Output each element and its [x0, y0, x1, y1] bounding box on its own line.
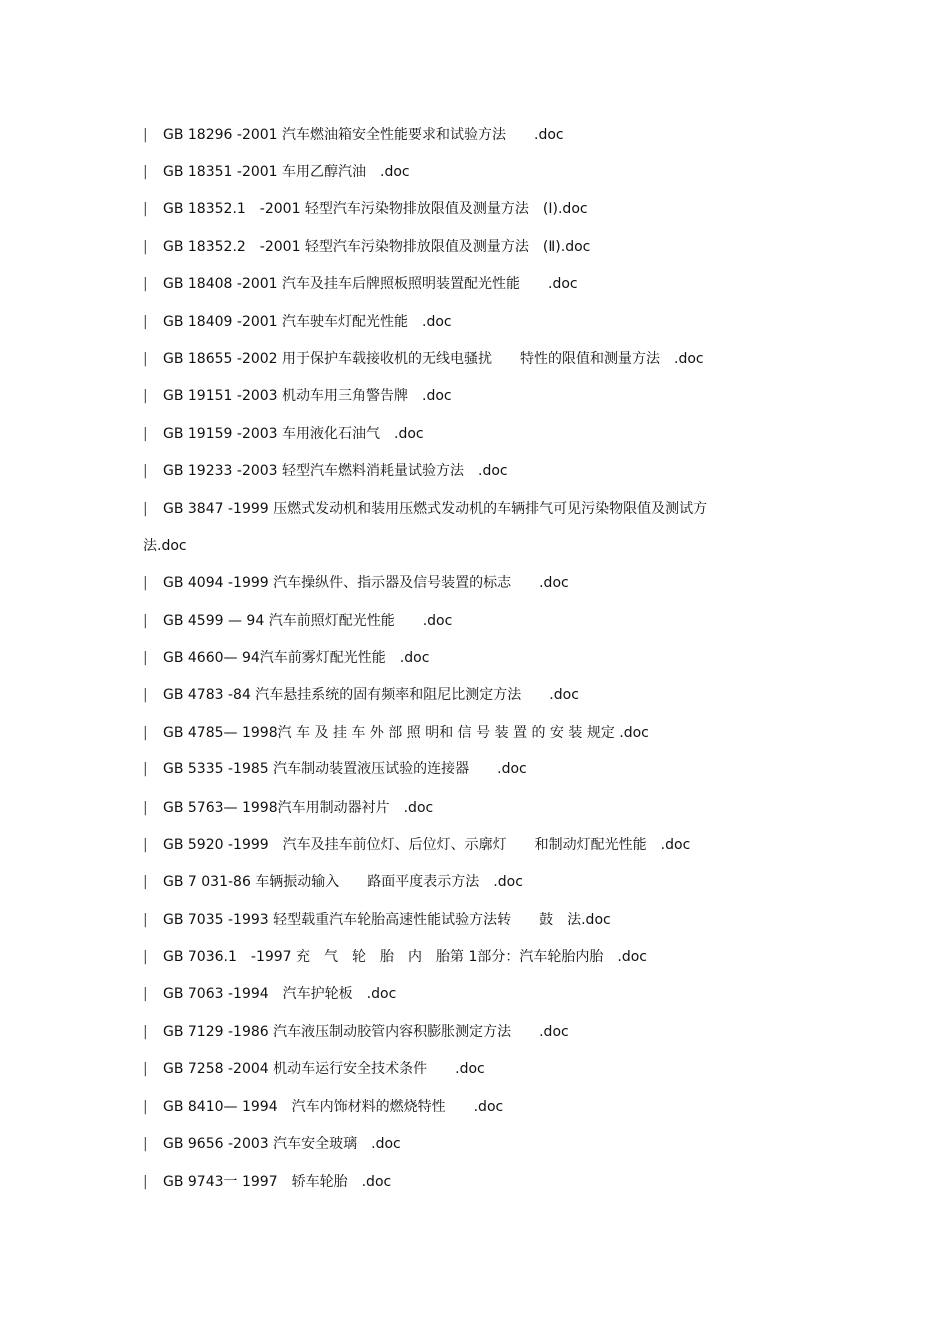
file-name: GB 19233 -2003 轻型汽车燃料消耗量试验方法 .doc [163, 463, 508, 479]
file-name: GB 3847 -1999 压燃式发动机和装用压燃式发动机的车辆排气可见污染物限值及测试方 [163, 501, 708, 517]
file-list-item [143, 647, 429, 669]
file-list-item [143, 1133, 401, 1155]
file-list-item [143, 311, 452, 333]
tree-branch-marker: | [143, 127, 148, 143]
tree-branch-marker: | [143, 351, 148, 367]
file-name: GB 18352.1 -2001 轻型汽车污染物排放限值及测量方法 (Ⅰ).doc [163, 201, 588, 217]
file-list-item [143, 535, 187, 557]
file-name: GB 4783 -84 汽车悬挂系统的固有频率和阻尼比测定方法 .doc [163, 687, 579, 703]
file-list-item [143, 348, 704, 370]
file-list-item [143, 797, 433, 819]
file-name: GB 9743一 1997 轿车轮胎 .doc [163, 1174, 392, 1190]
tree-branch-marker: | [143, 1099, 148, 1115]
tree-branch-marker: | [143, 949, 148, 965]
file-name: GB 5335 -1985 汽车制动装置液压试验的连接器 .doc [163, 761, 527, 777]
file-list-item [143, 273, 578, 295]
file-list-item [143, 871, 523, 893]
tree-branch-marker: | [143, 276, 148, 292]
file-list-item [143, 1021, 569, 1043]
tree-branch-marker: | [143, 761, 148, 777]
file-list-item [143, 124, 564, 146]
file-name: GB 4785— 1998汽 车 及 挂 车 外 部 照 明和 信 号 装 置 的 安 装 规定 .doc [163, 725, 649, 741]
file-list-item [143, 161, 410, 183]
file-name: GB 7036.1 -1997 充 气 轮 胎 内 胎第 1部分：汽车轮胎内胎 .doc [163, 949, 647, 965]
file-list-item [143, 460, 508, 482]
file-list-item [143, 722, 649, 744]
tree-branch-marker: | [143, 501, 148, 517]
file-name: GB 7129 -1986 汽车液压制动胶管内容积膨胀测定方法 .doc [163, 1024, 569, 1040]
tree-branch-marker: | [143, 874, 148, 890]
file-list-item [143, 1058, 485, 1080]
file-name: GB 19151 -2003 机动车用三角警告牌 .doc [163, 388, 452, 404]
tree-branch-marker: | [143, 912, 148, 928]
file-list-item [143, 572, 569, 594]
file-list-item [143, 610, 452, 632]
file-list-item [143, 684, 579, 706]
file-name: GB 18296 -2001 汽车燃油箱安全性能要求和试验方法 .doc [163, 127, 564, 143]
tree-branch-marker: | [143, 650, 148, 666]
file-name: GB 4599 — 94 汽车前照灯配光性能 .doc [163, 613, 453, 629]
tree-branch-marker: | [143, 1174, 148, 1190]
file-name: GB 18409 -2001 汽车驶车灯配光性能 .doc [163, 314, 452, 330]
file-name: 法.doc [143, 538, 187, 554]
tree-branch-marker: | [143, 388, 148, 404]
file-name: GB 18352.2 -2001 轻型汽车污染物排放限值及测量方法 (Ⅱ).doc [163, 239, 591, 255]
tree-branch-marker: | [143, 725, 148, 741]
file-list-item [143, 1096, 503, 1118]
file-name: GB 18351 -2001 车用乙醇汽油 .doc [163, 164, 410, 180]
tree-branch-marker: | [143, 1061, 148, 1077]
tree-branch-marker: | [143, 837, 148, 853]
file-list-item [143, 909, 611, 931]
tree-branch-marker: | [143, 239, 148, 255]
file-list-item [143, 946, 647, 968]
tree-branch-marker: | [143, 613, 148, 629]
file-list-item [143, 1171, 391, 1193]
tree-branch-marker: | [143, 575, 148, 591]
file-name: GB 18655 -2002 用于保护车载接收机的无线电骚扰 特性的限值和测量方法 .doc [163, 351, 704, 367]
file-name: GB 9656 -2003 汽车安全玻璃 .doc [163, 1136, 401, 1152]
file-name: GB 5763— 1998汽车用制动器衬片 .doc [163, 800, 434, 816]
tree-branch-marker: | [143, 1024, 148, 1040]
file-list-item [143, 834, 690, 856]
tree-branch-marker: | [143, 164, 148, 180]
file-list-item [143, 423, 424, 445]
file-list-item [143, 198, 588, 220]
file-name: GB 7258 -2004 机动车运行安全技术条件 .doc [163, 1061, 485, 1077]
tree-branch-marker: | [143, 687, 148, 703]
tree-branch-marker: | [143, 201, 148, 217]
tree-branch-marker: | [143, 426, 148, 442]
file-name: GB 7 031-86 车辆振动输入 路面平度表示方法 .doc [163, 874, 523, 890]
file-name: GB 18408 -2001 汽车及挂车后牌照板照明装置配光性能 .doc [163, 276, 578, 292]
file-name: GB 19159 -2003 车用液化石油气 .doc [163, 426, 424, 442]
file-name: GB 5920 -1999 汽车及挂车前位灯、后位灯、示廓灯 和制动灯配光性能 .doc [163, 837, 691, 853]
file-list-item [143, 385, 452, 407]
file-list-item [143, 758, 527, 780]
tree-branch-marker: | [143, 463, 148, 479]
file-list-item [143, 236, 590, 258]
tree-branch-marker: | [143, 800, 148, 816]
file-name: GB 7035 -1993 轻型载重汽车轮胎高速性能试验方法转 鼓 法.doc [163, 912, 611, 928]
file-list-item [143, 498, 707, 520]
tree-branch-marker: | [143, 1136, 148, 1152]
file-name: GB 7063 -1994 汽车护轮板 .doc [163, 986, 397, 1002]
file-list-item [143, 983, 396, 1005]
file-name: GB 8410— 1994 汽车内饰材料的燃烧特性 .doc [163, 1099, 504, 1115]
tree-branch-marker: | [143, 314, 148, 330]
file-name: GB 4094 -1999 汽车操纵件、指示器及信号装置的标志 .doc [163, 575, 569, 591]
tree-branch-marker: | [143, 986, 148, 1002]
file-name: GB 4660— 94汽车前雾灯配光性能 .doc [163, 650, 430, 666]
